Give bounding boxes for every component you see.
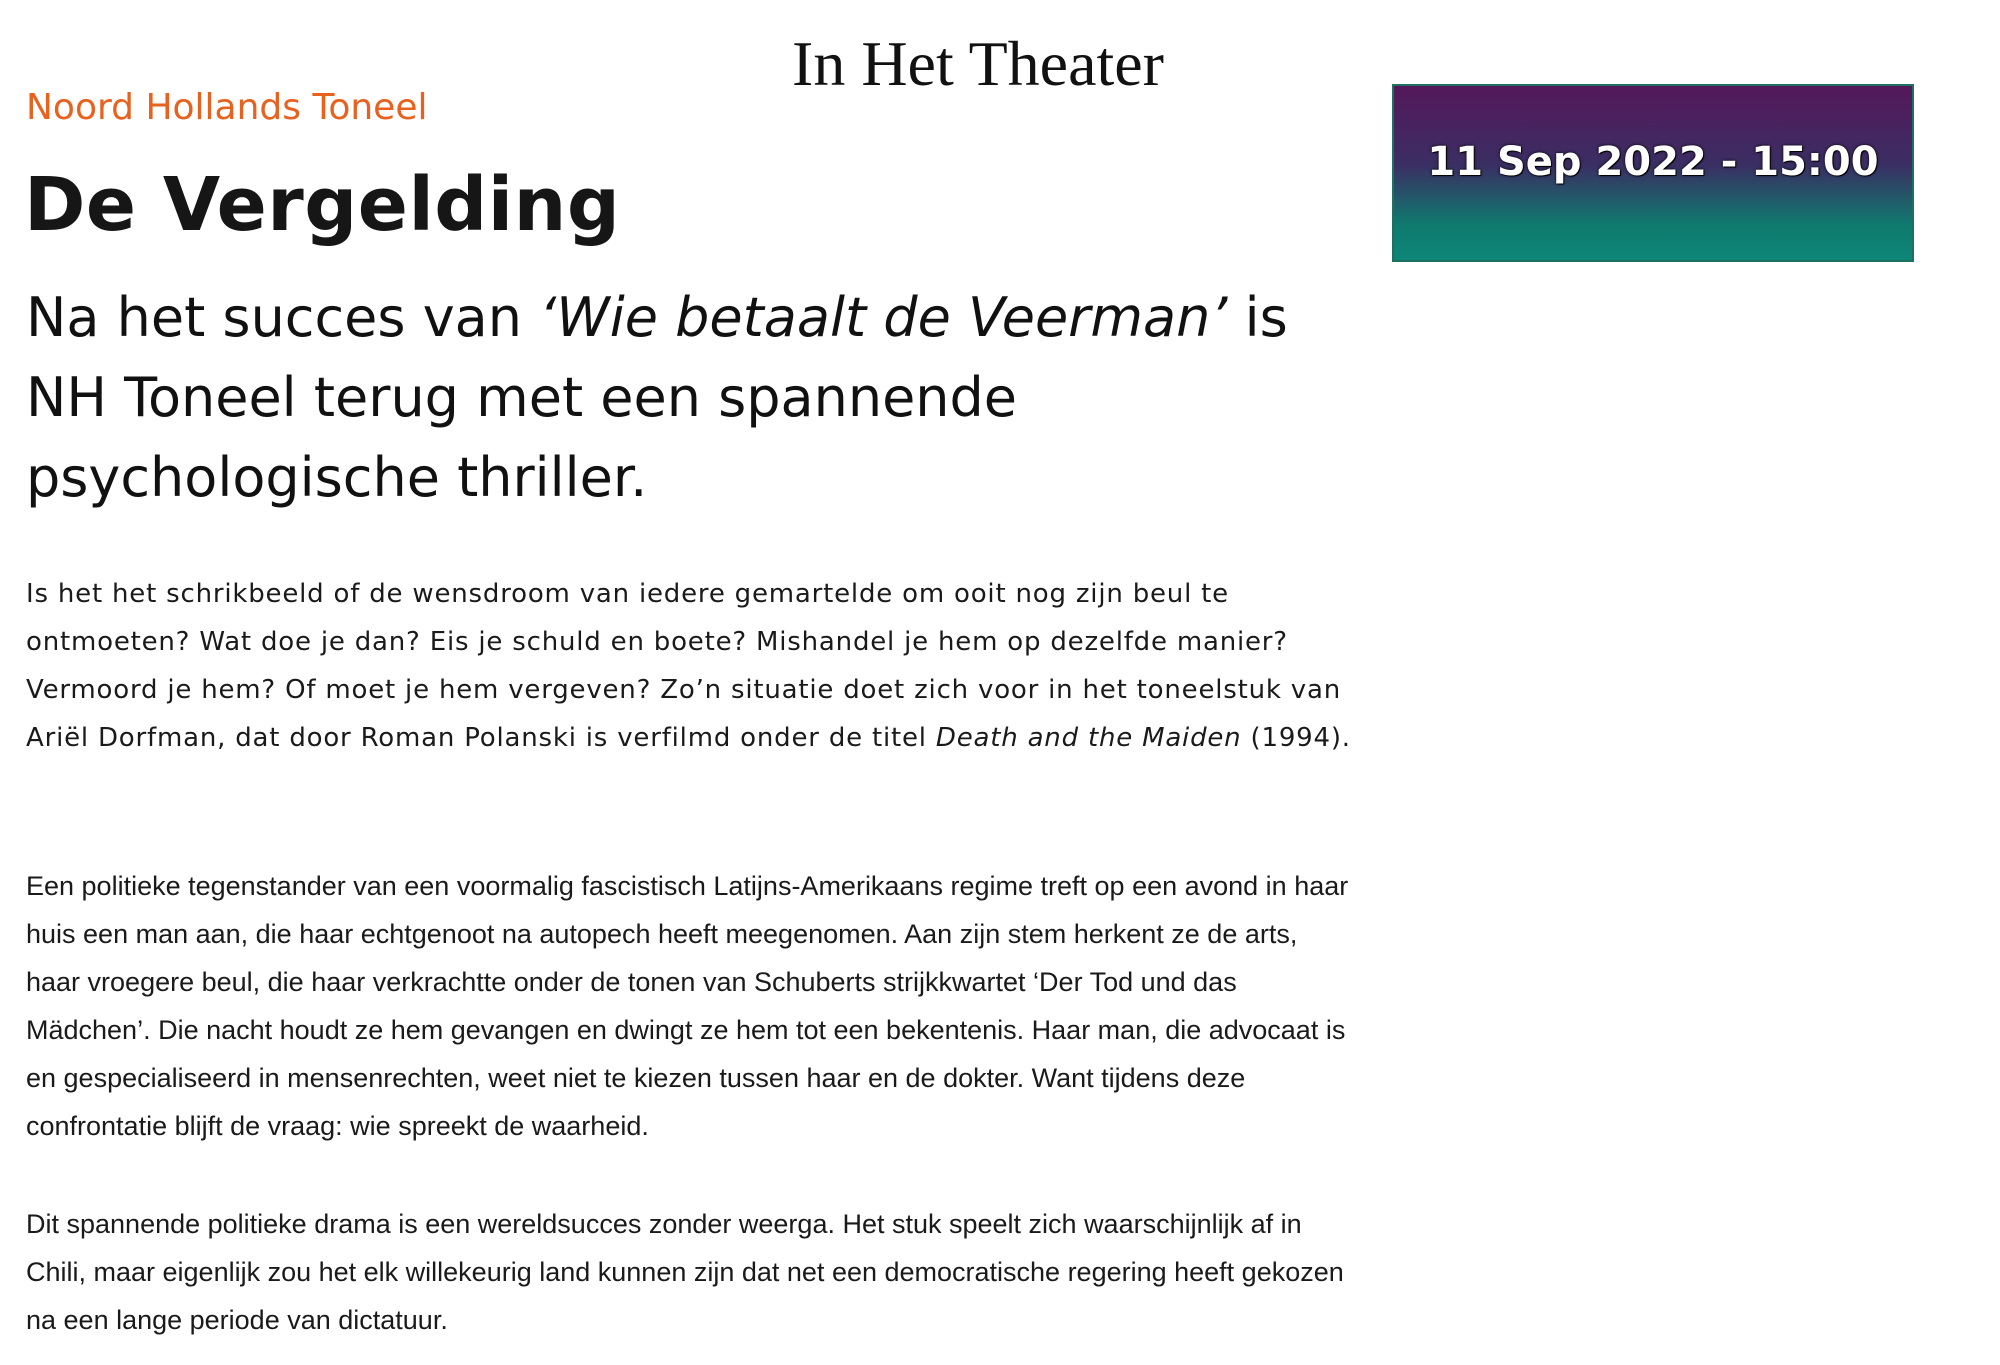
body-paragraph-3: Dit spannende politieke drama is een wereldsucces zonder weerga. Het stuk speelt zich waarschijnlijk af in Chili, maar eigenlijk zou het elk willekeurig land kunnen zijn dat net een democratische regering heeft gekozen na een lange periode van dictatuur.	[26, 1209, 1344, 1335]
paragraph-1-suffix: (1994).	[1241, 723, 1351, 753]
paragraph-1-film-title: Death and the Maiden	[935, 723, 1242, 753]
paragraph-1-text: Is het het schrikbeeld of de wensdroom van iedere gemartelde om ooit nog zijn beul te ontmoeten? Wat doe je dan? Eis je schuld en boete? Mishandel je hem op dezelfde manier? Vermoord je hem? Of moet je hem vergeven? Zo’n situatie doet zich voor in het toneelstuk van Ariël Dorfman, dat door Roman Polanski is verfilmd onder de titel	[26, 579, 1341, 753]
producer-name[interactable]: Noord Hollands Toneel	[26, 87, 428, 128]
event-title: De Vergelding	[24, 162, 621, 248]
lead-text-part-1: Na het succes van	[26, 286, 540, 349]
event-date-badge	[1392, 84, 1914, 262]
lead-text-part-2: is NH Toneel terug met een spannende psychologische thriller.	[26, 286, 1288, 509]
body-paragraph-2: Een politieke tegenstander van een voormalig fascistisch Latijns-Amerikaans regime treft op een avond in haar huis een man aan, die haar echtgenoot na autopech heeft meegenomen. Aan zijn stem herkent ze de arts, haar vroegere beul, die haar verkrachtte onder de tonen van Schuberts strijkkwartet ‘Der Tod und das Mädchen’. Die nacht houdt ze hem gevangen en dwingt ze hem tot een bekentenis. Haar man, die advocaat is en gespecialiseerd in mensenrechten, weet niet te kiezen tussen haar en de dokter. Want tijdens deze confrontatie blijft de vraag: wie spreekt de waarheid.	[26, 871, 1349, 1141]
page-header-title: In Het Theater	[792, 28, 1164, 99]
body-paragraph-1	[26, 570, 1356, 762]
lead-italic-title: ‘Wie betaalt de Veerman’	[539, 286, 1228, 349]
lead-text	[26, 278, 1306, 518]
event-date-time: 11 Sep 2022 - 15:00	[1427, 139, 1879, 185]
